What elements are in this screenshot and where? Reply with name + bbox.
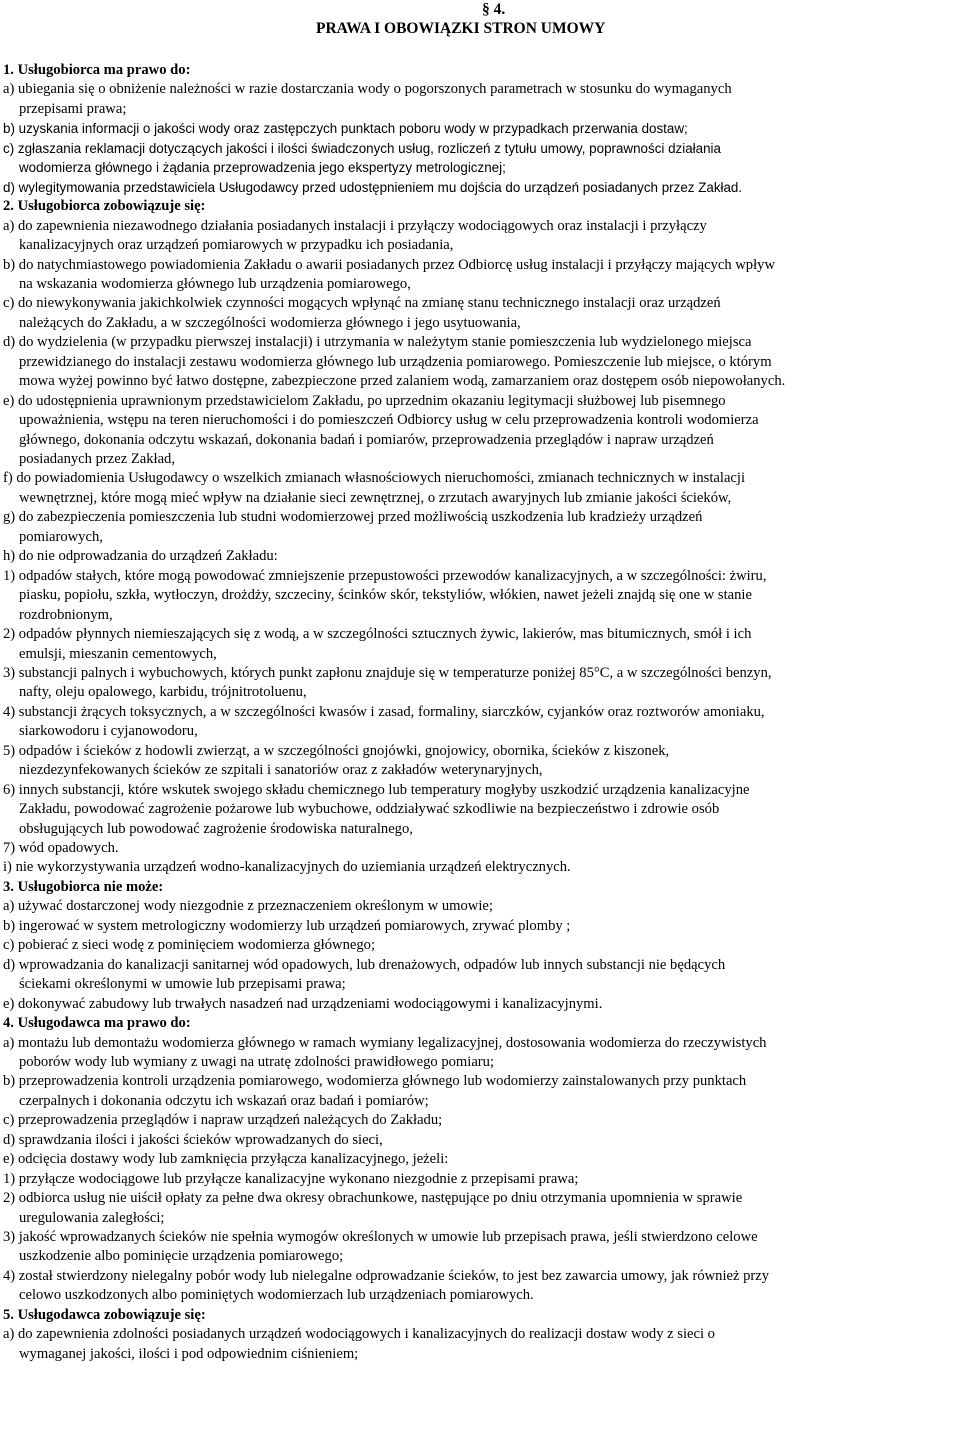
text-line: 1) przyłącze wodociągowe lub przyłącze kanalizacyjne wykonano niezgodnie z przepisami prawa; bbox=[3, 1170, 579, 1187]
text-line: 3) jakość wprowadzanych ścieków nie spełnia wymogów określonych w umowie lub przepisach prawa, jeśli stwierdzono celowe bbox=[3, 1229, 758, 1245]
text-line: na wskazania wodomierza głównego lub urządzenia pomiarowego, bbox=[19, 275, 411, 292]
text-line: czerpalnych i dokonania odczytu ich wskazań oraz badań i pomiarów; bbox=[19, 1092, 429, 1109]
text-line: b) do natychmiastowego powiadomienia Zakładu o awarii posiadanych przez Odbiorcę usług instalacji i przyłączy mających wpływ bbox=[3, 256, 775, 273]
text-line: 2) odpadów płynnych niemieszających się z wodą, a w szczególności sztucznych żywic, lakierów, mas bitumicznych, smół i ich bbox=[3, 626, 752, 643]
text-line: 4) został stwierdzony nielegalny pobór wody lub nielegalne odprowadzanie ścieków, to jest bez zawarcia umowy, jak również przy bbox=[3, 1267, 770, 1284]
text-line: d) sprawdzania ilości i jakości ścieków wprowadzanych do sieci, bbox=[3, 1131, 383, 1148]
text-line: 3) substancji palnych i wybuchowych, których punkt zapłonu znajduje się w temperaturze poniżej 85°C, a w szczególności benzyn, bbox=[3, 664, 772, 681]
text-line: c) pobierać z sieci wodę z pominięciem wodomierza głównego; bbox=[3, 937, 375, 954]
text-line: c) do niewykonywania jakichkolwiek czynności mogących wpłynąć na zmianę stanu technicznego instalacji oraz urządzeń bbox=[3, 295, 721, 312]
text-line: celowo uszkodzonych albo pominiętych wodomierzach lub urządzeniach pomiarowych. bbox=[19, 1287, 534, 1304]
text-line: 1) odpadów stałych, które mogą powodować zmniejszenie przepustowości przewodów kanalizacyjnych, a w szczególności: żwiru, bbox=[3, 567, 767, 584]
text-line: d) do wydzielenia (w przypadku pierwszej instalacji) i utrzymania w należytym stanie pomieszczenia lub wydzielonego miejsca bbox=[3, 334, 752, 351]
text-line: a) używać dostarczonej wody niezgodnie z przeznaczeniem określonym w umowie; bbox=[3, 898, 493, 915]
text-line: e) dokonywać zabudowy lub trwałych nasadzeń nad urządzeniami wodociągowymi i kanalizacyjnymi. bbox=[3, 995, 603, 1012]
section-heading: 2. Usługobiorca zobowiązuje się: bbox=[3, 198, 206, 215]
text-line: c) przeprowadzenia przeglądów i napraw urządzeń należących do Zakładu; bbox=[3, 1112, 443, 1129]
text-line: emulsji, mieszanin cementowych, bbox=[19, 645, 217, 662]
text-line: c) zgłaszania reklamacji dotyczących jakości i ilości świadczonych usług, rozliczeń z tytułu umowy, poprawności działania bbox=[3, 140, 721, 156]
text-line: rozdrobnionym, bbox=[19, 606, 113, 623]
section-heading: 4. Usługodawca ma prawo do: bbox=[3, 1015, 191, 1032]
text-line: przewidzianego do instalacji zestawu wodomierza głównego lub urządzenia pomiarowego. Pomieszczenie lub miejsce, o którym bbox=[19, 353, 772, 370]
text-line: a) montażu lub demontażu wodomierza głównego w ramach wymiany legalizacyjnej, dostosowania wodomierza do rzeczywistych bbox=[3, 1034, 767, 1051]
text-line: obsługujących lub powodować zagrożenie środowiska naturalnego, bbox=[19, 820, 413, 837]
text-line: mowa wyżej powinno być łatwo dostępne, zabezpieczone przed zalaniem wodą, zamarzaniem oraz dostępem osób niepowołanych. bbox=[19, 373, 786, 390]
section-heading: 5. Usługodawca zobowiązuje się: bbox=[3, 1306, 206, 1323]
text-line: a) do zapewnienia niezawodnego działania posiadanych instalacji i przyłączy wodociągowych oraz instalacji i przyłączy bbox=[3, 217, 707, 234]
text-line: 2) odbiorca usług nie uiścił opłaty za pełne dwa okresy obrachunkowe, następujące po dniu otrzymania upomnienia w sprawie bbox=[3, 1190, 743, 1207]
text-line: piasku, popiołu, szkła, wytłoczyn, drożdży, szczeciny, ścinków skór, tekstyliów, włókien, nawet jeżeli znajdą się one w stanie bbox=[19, 587, 752, 604]
text-line: a) do zapewnienia zdolności posiadanych urządzeń wodociągowych i kanalizacyjnych do realizacji dostaw wody z sieci o bbox=[3, 1326, 715, 1343]
text-line: wewnętrznej, które mogą mieć wpływ na działanie sieci zewnętrznej, o zrzutach awaryjnych lub zmianie jakości ścieków, bbox=[19, 489, 732, 506]
text-line: b) przeprowadzenia kontroli urządzenia pomiarowego, wodomierza głównego lub wodomierzy zainstalowanych przy punktach bbox=[3, 1073, 747, 1090]
text-line: a) ubiegania się o obniżenie należności w razie dostarczania wody o pogorszonych parametrach w stosunku do wymaganych bbox=[3, 81, 732, 98]
text-line: posiadanych przez Zakład, bbox=[19, 451, 175, 467]
text-line: uszkodzenie albo pominięcie urządzenia pomiarowego; bbox=[19, 1248, 344, 1265]
text-line: h) do nie odprowadzania do urządzeń Zakładu: bbox=[3, 548, 278, 565]
text-line: kanalizacyjnych oraz urządzeń pomiarowych w przypadku ich posiadania, bbox=[19, 237, 454, 254]
text-line: niezdezynfekowanych ścieków ze szpitali i sanatoriów oraz z zakładów weterynaryjnych, bbox=[19, 762, 543, 779]
text-line: g) do zabezpieczenia pomieszczenia lub studni wodomierzowej przed możliwością uszkodzenia lub kradzieży urządzeń bbox=[3, 509, 703, 526]
section-heading: 3. Usługobiorca nie może: bbox=[3, 878, 164, 895]
text-line: siarkowodoru i cyjanowodoru, bbox=[19, 723, 198, 740]
text-line: wodomierza głównego i żądania przeprowadzenia jego ekspertyzy metrologicznej; bbox=[19, 160, 506, 176]
section-title: PRAWA I OBOWIĄZKI STRON UMOWY bbox=[316, 20, 606, 37]
text-line: ściekami określonymi w umowie lub przepisami prawa; bbox=[19, 976, 346, 993]
text-line: i) nie wykorzystywania urządzeń wodno-kanalizacyjnych do uziemiania urządzeń elektrycznych. bbox=[3, 859, 571, 876]
text-line: d) wylegitymowania przedstawiciela Usługodawcy przed udostępnieniem mu dojścia do urządzeń posiadanych przez Zakład. bbox=[3, 179, 743, 195]
text-line: nafty, oleju opalowego, karbidu, trójnitrotoluenu, bbox=[19, 684, 307, 701]
text-line: 6) innych substancji, które wskutek swojego składu chemicznego lub temperatury mogłyby uszkodzić urządzenia kanalizacyjne bbox=[3, 781, 750, 798]
text-line: wymaganej jakości, ilości i pod odpowiednim ciśnieniem; bbox=[19, 1345, 359, 1362]
text-line: głównego, dokonania odczytu wskazań, dokonania badań i pomiarów, przeprowadzenia przeglądów i napraw urządzeń bbox=[19, 431, 714, 448]
text-line: d) wprowadzania do kanalizacji sanitarnej wód opadowych, lub drenażowych, odpadów lub innych substancji nie będących bbox=[3, 956, 726, 973]
text-line: Zakładu, powodować zagrożenie pożarowe lub wybuchowe, oddziaływać szkodliwie na bezpieczeństwo i zdrowie osób bbox=[19, 801, 720, 818]
text-line: 4) substancji żrących toksycznych, a w szczególności kwasów i zasad, formaliny, siarczków, cyjanków oraz roztworów amoniaku, bbox=[3, 703, 765, 720]
text-line: e) do udostępnienia uprawnionym przedstawicielom Zakładu, po uprzednim okazaniu legitymacji służbowej lub pisemnego bbox=[3, 392, 726, 409]
text-line: e) odcięcia dostawy wody lub zamknięcia przyłącza kanalizacyjnego, jeżeli: bbox=[3, 1151, 449, 1168]
text-line: f) do powiadomienia Usługodawcy o wszelkich zmianach własnościowych nieruchomości, zmianach technicznych w instalacji bbox=[3, 470, 746, 487]
text-line: pomiarowych, bbox=[19, 528, 103, 545]
section-heading: 1. Usługobiorca ma prawo do: bbox=[3, 62, 191, 78]
text-line: b) ingerować w system metrologiczny wodomierzy lub urządzeń pomiarowych, zrywać plomby ; bbox=[3, 917, 571, 934]
text-line: upoważnienia, wstępu na teren nieruchomości i do pomieszczeń Odbiorcy usług w celu przeprowadzenia kontroli wodomierza bbox=[19, 412, 759, 429]
text-line: 7) wód opadowych. bbox=[3, 840, 119, 856]
text-line: należących do Zakładu, a w szczególności wodomierza głównego i jego usytuowania, bbox=[19, 314, 521, 331]
text-line: przepisami prawa; bbox=[19, 100, 127, 117]
section-number: § 4. bbox=[482, 1, 506, 18]
text-line: b) uzyskania informacji o jakości wody oraz zastępczych punktach poboru wody w przypadkach przerwania dostaw; bbox=[3, 121, 688, 137]
text-line: poborów wody lub wymiany z uwagi na utratę zdolności prawidłowego pomiaru; bbox=[19, 1053, 495, 1070]
text-line: uregulowania zaległości; bbox=[19, 1209, 165, 1226]
text-line: 5) odpadów i ścieków z hodowli zwierząt, a w szczególności gnojówki, gnojowicy, obornika, ścieków z kiszonek, bbox=[3, 742, 670, 759]
